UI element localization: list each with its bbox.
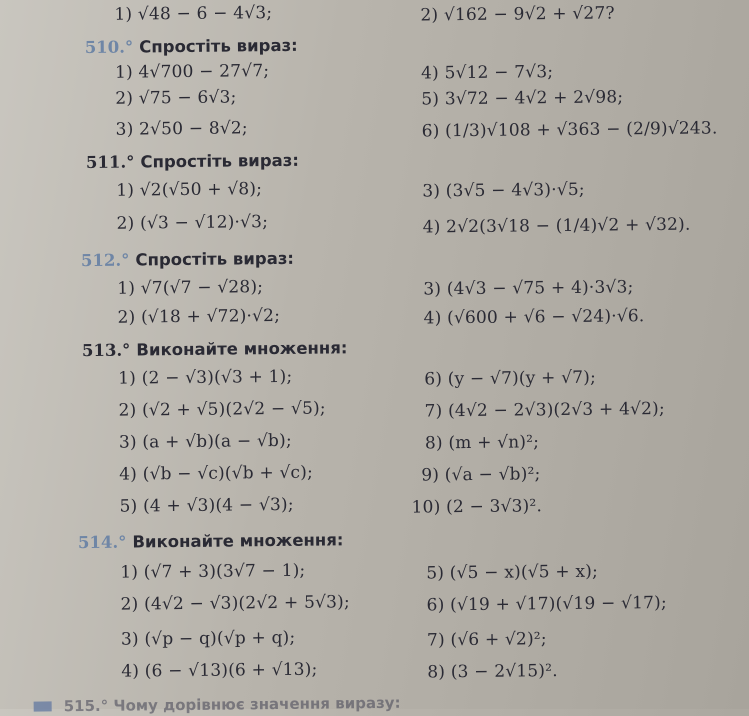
exercise-513-title: Виконайте множення: — [136, 338, 348, 360]
ex510-item-4: 4) 5√12 − 7√3; — [420, 62, 554, 84]
top-left-expression: 1) √48 − 6 − 4√3; — [114, 3, 273, 25]
exercise-515-heading-cut: 515.° Чому дорівнює значення виразу: — [63, 693, 401, 716]
ex514-item-2: 2) (4√2 − √3)(2√2 + 5√3); — [120, 592, 350, 615]
ex511-item-3: 3) (3√5 − 4√3)·√5; — [422, 179, 585, 202]
exercise-510-title: Спростіть вираз: — [139, 35, 298, 57]
exercise-514-number: 514.° — [77, 532, 127, 553]
ex513-item-2: 2) (√2 + √5)(2√2 − √5); — [118, 398, 326, 421]
ex511-item-4: 4) 2√2(3√18 − (1/4)√2 + √32). — [422, 214, 691, 238]
exercise-513-number: 513.° — [81, 340, 131, 361]
ex513-item-1: 1) (2 − √3)(√3 + 1); — [118, 366, 293, 389]
ex513-item-6: 6) (y − √7)(y + √7); — [424, 367, 597, 390]
ex512-item-3: 3) (4√3 − √75 + 4)·3√3; — [423, 277, 634, 300]
ex514-item-4: 4) (6 − √13)(6 + √13); — [121, 659, 318, 682]
exercise-510-heading — [85, 36, 298, 57]
ex513-item-7: 7) (4√2 − 2√3)(2√3 + 4√2); — [424, 398, 665, 422]
bottom-stripe-decoration — [34, 701, 52, 711]
ex512-item-4: 4) (√600 + √6 − √24)·√6. — [423, 306, 645, 329]
ex513-item-10: 10) (2 − 3√3)². — [411, 496, 543, 518]
ex514-item-3: 3) (√p − q)(√p + q); — [120, 627, 296, 650]
exercise-510-number: 510.° — [84, 37, 134, 58]
ex513-item-3: 3) (a + √b)(a − √b); — [118, 430, 292, 453]
exercise-512-number: 512.° — [80, 250, 130, 271]
ex510-item-6: 6) (1/3)√108 + √363 − (2/9)√243. — [421, 118, 718, 142]
ex510-item-2: 2) √75 − 6√3; — [115, 87, 237, 109]
ex513-item-4: 4) (√b − √c)(√b + √c); — [119, 462, 314, 485]
ex511-item-1: 1) √2(√50 + √8); — [116, 179, 263, 201]
ex511-item-2: 2) (√3 − √12)·√3; — [116, 212, 269, 234]
ex514-item-1: 1) (√7 + 3)(3√7 − 1); — [120, 560, 306, 583]
exercise-514-title: Виконайте множення: — [132, 530, 344, 552]
ex513-item-5: 5) (4 + √3)(4 − √3); — [119, 494, 294, 517]
ex510-item-5: 5) 3√72 − 4√2 + 2√98; — [421, 87, 624, 110]
ex510-item-1: 1) 4√700 − 27√7; — [114, 61, 270, 83]
exercise-512-heading — [81, 249, 294, 270]
ex514-item-7: 7) (√6 + √2)²; — [426, 629, 547, 651]
top-right-expression: 2) √162 − 9√2 + √27? — [420, 3, 615, 26]
exercise-512-title: Спростіть вираз: — [135, 248, 295, 270]
ex512-item-2: 2) (√18 + √72)·√2; — [117, 305, 281, 328]
ex513-item-8: 8) (m + √n)²; — [424, 432, 540, 454]
ex514-item-8: 8) (3 − 2√15)². — [427, 661, 558, 683]
exercise-514-heading — [78, 530, 344, 552]
exercise-511-heading — [86, 151, 299, 172]
ex510-item-3: 3) 2√50 − 8√2; — [115, 118, 248, 140]
ex512-item-1: 1) √7(√7 − √28); — [117, 277, 264, 299]
exercise-511-title: Спростіть вираз: — [140, 150, 300, 172]
ex513-item-9: 9) (√a − √b)²; — [421, 464, 541, 486]
ex514-item-6: 6) (√19 + √17)(√19 − √17); — [426, 592, 668, 616]
exercise-513-heading — [82, 338, 348, 360]
exercise-511-number: 511.° — [85, 152, 135, 173]
ex514-item-5: 5) (√5 − x)(√5 + x); — [426, 561, 599, 584]
